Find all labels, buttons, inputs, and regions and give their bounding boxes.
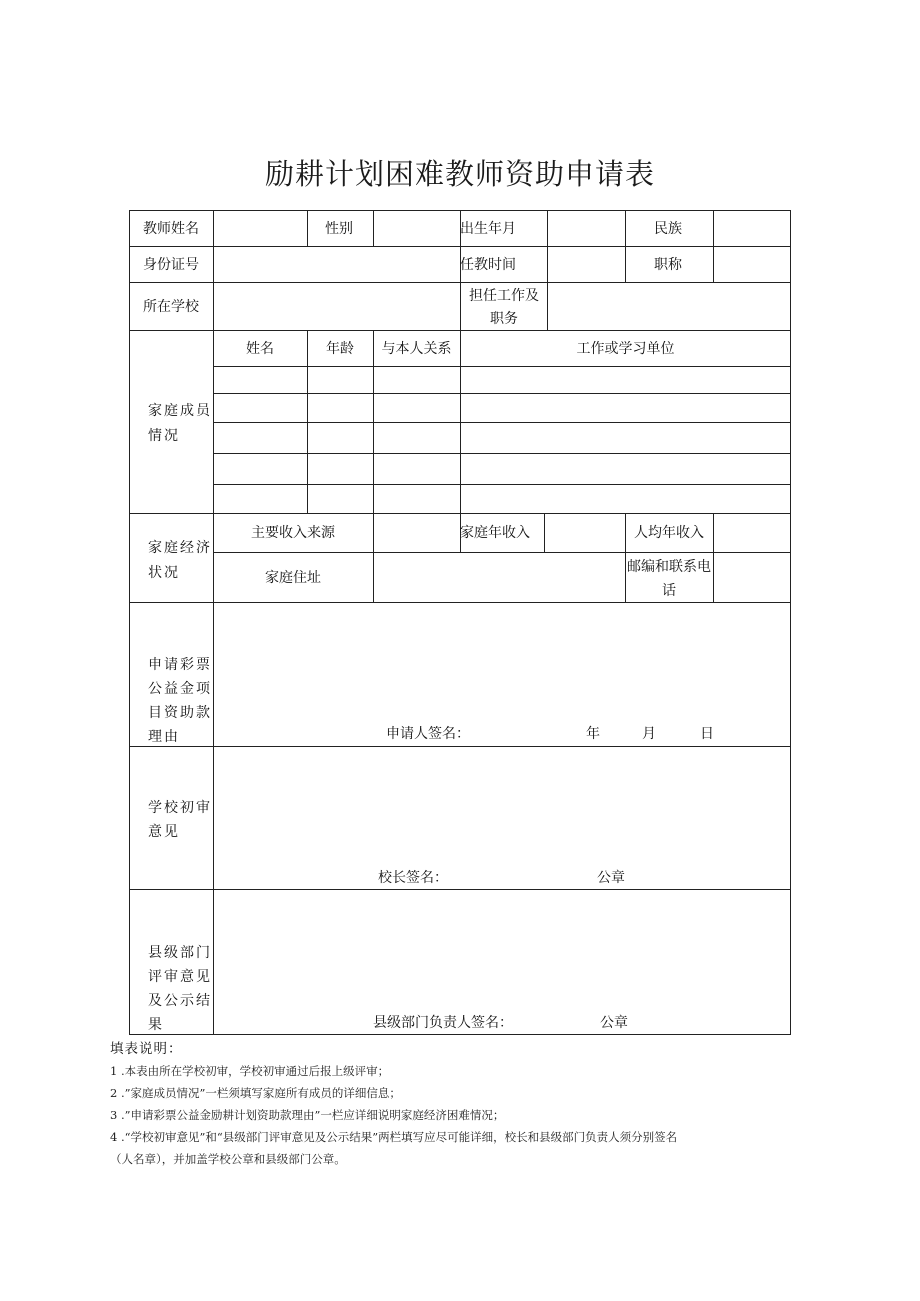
home-address-label: 家庭住址 xyxy=(265,570,321,586)
instruction-item: （人名章），并加盖学校公章和县级部门公章。 xyxy=(110,1152,346,1166)
application-form-table xyxy=(129,210,791,1035)
school-seal-label: 公章 xyxy=(597,870,625,886)
col-header-name: 姓名 xyxy=(246,341,274,357)
school-label: 所在学校 xyxy=(143,299,199,315)
position-label-line2: 职务 xyxy=(490,311,518,327)
date-month-label: 月 xyxy=(642,726,656,742)
per-capita-income-label: 人均年收入 xyxy=(634,525,704,541)
family-members-label-line1: 家庭成员 xyxy=(148,403,212,419)
teacher-name-label: 教师姓名 xyxy=(143,221,199,237)
annual-income-label: 家庭年收入 xyxy=(460,525,530,541)
row-divider xyxy=(213,453,791,454)
row-divider xyxy=(129,746,791,747)
col-divider xyxy=(373,330,374,602)
row-divider xyxy=(213,552,791,553)
reason-label-line1: 申请彩票 xyxy=(148,657,212,673)
row-divider xyxy=(213,366,791,367)
reason-label-line3: 目资助款 xyxy=(148,705,212,721)
row-divider xyxy=(213,422,791,423)
filling-instructions xyxy=(110,1038,810,1170)
col-divider xyxy=(713,513,714,602)
reason-label-line2: 公益金项 xyxy=(148,681,212,697)
birth-date-label: 出生年月 xyxy=(460,221,516,237)
table-border-bottom xyxy=(129,1034,791,1035)
col-divider xyxy=(213,210,214,1035)
postcode-phone-label-line2: 话 xyxy=(662,583,676,599)
instruction-item: 3 .”申请彩票公益金励耕计划资助款理由”一栏应详细说明家庭经济困难情况； xyxy=(110,1108,505,1122)
gender-label: 性别 xyxy=(325,221,353,237)
row-divider xyxy=(129,889,791,890)
county-seal-label: 公章 xyxy=(600,1015,628,1031)
col-header-work-unit: 工作或学习单位 xyxy=(576,341,675,357)
county-review-label-line1: 县级部门 xyxy=(148,945,212,961)
row-divider xyxy=(213,393,791,394)
principal-signature-label: 校长签名： xyxy=(378,870,448,886)
school-review-label-line1: 学校初审 xyxy=(148,800,212,816)
col-header-relation: 与本人关系 xyxy=(381,341,452,357)
school-review-label-line2: 意见 xyxy=(148,824,180,840)
applicant-signature-label: 申请人签名： xyxy=(386,726,470,742)
professional-title-label: 职称 xyxy=(654,257,682,273)
instructions-heading: 填表说明： xyxy=(110,1041,183,1057)
county-review-label-line2: 评审意见 xyxy=(148,969,212,985)
col-divider xyxy=(544,513,545,552)
table-border-left xyxy=(129,210,130,1035)
income-source-label: 主要收入来源 xyxy=(251,525,335,541)
instruction-item: 2 .”家庭成员情况”一栏须填写家庭所有成员的详细信息； xyxy=(110,1086,401,1100)
county-review-label-line4: 果 xyxy=(148,1017,164,1033)
ethnicity-label: 民族 xyxy=(654,221,682,237)
instruction-item: 4 .“学校初审意见”和“县级部门评审意见及公示结果”两栏填写应尽可能详细，校长和县级部门负责人须分别签名 xyxy=(110,1130,678,1144)
economy-label-line2: 状况 xyxy=(148,565,180,581)
postcode-phone-label-line1: 邮编和联系电 xyxy=(627,559,711,575)
col-divider xyxy=(373,210,374,246)
form-title: 励耕计划困难教师资助申请表 xyxy=(264,157,655,191)
col-header-age: 年龄 xyxy=(326,341,354,357)
position-label-line1: 担任工作及 xyxy=(469,288,539,304)
col-divider xyxy=(625,210,626,282)
county-review-label-line3: 及公示结 xyxy=(148,993,212,1009)
row-divider xyxy=(129,602,791,603)
instruction-item: 1 .本表由所在学校初审，学校初审通过后报上级评审； xyxy=(110,1064,390,1078)
reason-label-line4: 理由 xyxy=(148,729,180,745)
id-number-label: 身份证号 xyxy=(143,257,199,273)
economy-label-line1: 家庭经济 xyxy=(148,540,212,556)
row-divider xyxy=(213,484,791,485)
table-border-right xyxy=(790,210,791,1035)
date-day-label: 日 xyxy=(700,726,714,742)
col-divider xyxy=(307,210,308,246)
family-members-label-line2: 情况 xyxy=(148,428,180,444)
date-year-label: 年 xyxy=(586,726,600,742)
teaching-time-label: 任教时间 xyxy=(460,257,516,273)
col-divider xyxy=(460,366,461,513)
col-divider xyxy=(713,210,714,282)
county-signature-label: 县级部门负责人签名： xyxy=(373,1015,513,1031)
